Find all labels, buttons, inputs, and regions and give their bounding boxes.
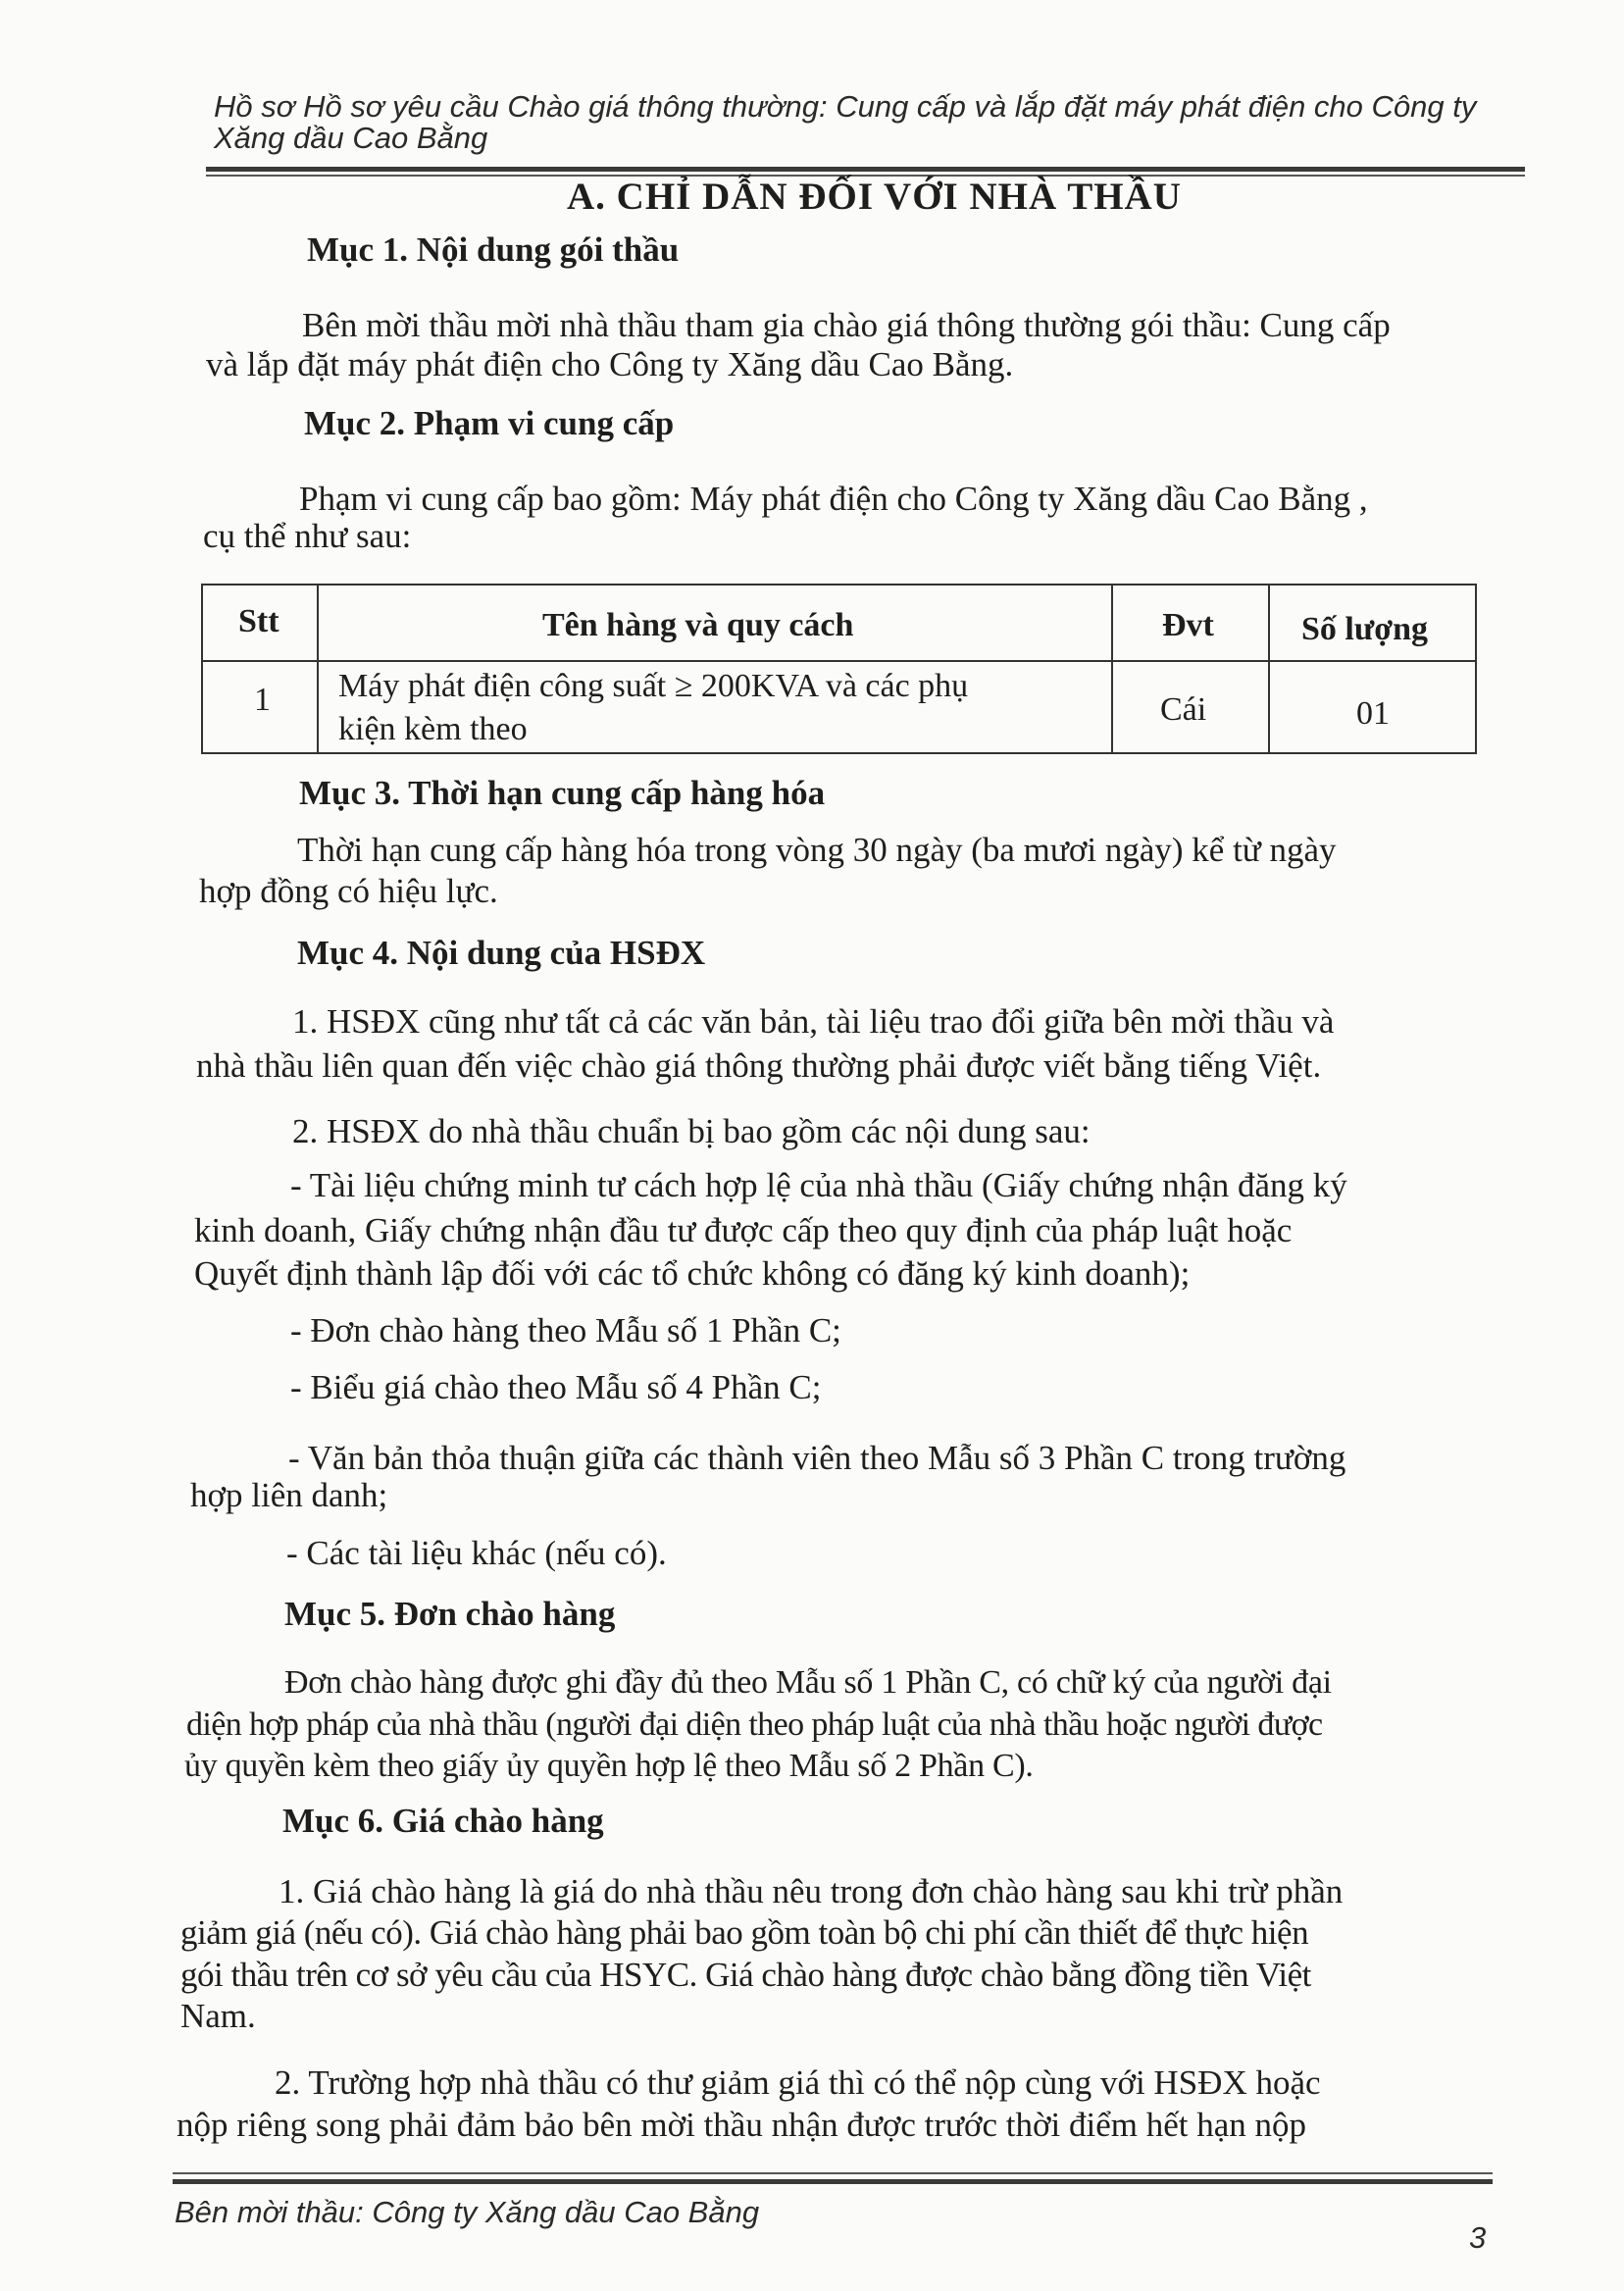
table-header-stt-text: Stt xyxy=(238,603,279,639)
table-header-name xyxy=(317,584,1113,662)
muc4-heading: Mục 4. Nội dung của HSĐX xyxy=(297,934,706,972)
table-cell-unit xyxy=(1111,660,1270,754)
muc1-heading: Mục 1. Nội dung gói thầu xyxy=(307,230,680,269)
table-cell-name-line-1: Máy phát điện công suất ≥ 200KVA và các phụ xyxy=(338,668,969,704)
muc4-line-2: nhà thầu liên quan đến việc chào giá thông thường phải được viết bằng tiếng Việt. xyxy=(196,1046,1322,1085)
table-cell-name-line-2: kiện kèm theo xyxy=(338,711,528,747)
muc4-line-9: - Văn bản thỏa thuận giữa các thành viên theo Mẫu số 3 Phần C trong trường xyxy=(288,1439,1346,1477)
muc4-line-11: - Các tài liệu khác (nếu có). xyxy=(286,1534,667,1572)
muc5-heading: Mục 5. Đơn chào hàng xyxy=(284,1595,616,1633)
muc5-line-3: ủy quyền kèm theo giấy ủy quyền hợp lệ theo Mẫu số 2 Phần C). xyxy=(184,1748,1034,1784)
footer-rule xyxy=(173,2179,1493,2184)
table-cell-qty xyxy=(1268,660,1477,754)
muc4-line-10: hợp liên danh; xyxy=(190,1476,388,1514)
muc4-line-3: 2. HSĐX do nhà thầu chuẩn bị bao gồm các nội dung sau: xyxy=(292,1112,1091,1150)
muc1-line-2: và lắp đặt máy phát điện cho Công ty Xăng dầu Cao Bằng. xyxy=(206,345,1014,383)
header-rule xyxy=(206,167,1525,172)
table-header-stt xyxy=(201,584,319,662)
muc4-line-7: - Đơn chào hàng theo Mẫu số 1 Phần C; xyxy=(290,1311,841,1349)
section-title: A. CHỈ DẪN ĐỐI VỚI NHÀ THẦU xyxy=(567,176,1182,218)
page-number: 3 xyxy=(1469,2220,1487,2255)
muc6-line-3: gói thầu trên cơ sở yêu cầu của HSYC. Giá chào hàng được chào bằng đồng tiền Việt xyxy=(180,1956,1311,1994)
table-header-qty-text: Số lượng xyxy=(1301,611,1428,647)
muc2-heading: Mục 2. Phạm vi cung cấp xyxy=(304,404,675,442)
muc2-line-2: cụ thể như sau: xyxy=(203,517,412,555)
muc5-line-1: Đơn chào hàng được ghi đầy đủ theo Mẫu số 1 Phần C, có chữ ký của người đại xyxy=(284,1664,1332,1701)
muc6-line-5: 2. Trường hợp nhà thầu có thư giảm giá thì có thể nộp cùng với HSĐX hoặc xyxy=(275,2063,1321,2102)
table-row xyxy=(201,660,319,754)
muc6-line-1: 1. Giá chào hàng là giá do nhà thầu nêu trong đơn chào hàng sau khi trừ phần xyxy=(279,1872,1344,1910)
muc4-line-1: 1. HSĐX cũng như tất cả các văn bản, tài liệu trao đổi giữa bên mời thầu và xyxy=(292,1002,1335,1041)
muc4-line-4: - Tài liệu chứng minh tư cách hợp lệ của nhà thầu (Giấy chứng nhận đăng ký xyxy=(290,1166,1347,1204)
footer-text: Bên mời thầu: Công ty Xăng dầu Cao Bằng xyxy=(175,2195,760,2229)
muc5-line-2: diện hợp pháp của nhà thầu (người đại diện theo pháp luật của nhà thầu hoặc người được xyxy=(186,1706,1323,1743)
table-cell-qty-text: 01 xyxy=(1356,695,1390,732)
muc3-line-1: Thời hạn cung cấp hàng hóa trong vòng 30 ngày (ba mươi ngày) kể từ ngày xyxy=(297,831,1337,869)
muc2-line-1: Phạm vi cung cấp bao gồm: Máy phát điện cho Công ty Xăng dầu Cao Bằng , xyxy=(299,480,1368,518)
table-cell-stt: 1 xyxy=(254,682,271,718)
muc4-line-6: Quyết định thành lập đối với các tổ chức không có đăng ký kinh doanh); xyxy=(194,1254,1191,1293)
muc6-heading: Mục 6. Giá chào hàng xyxy=(282,1802,604,1840)
muc4-line-8: - Biểu giá chào theo Mẫu số 4 Phần C; xyxy=(290,1368,822,1406)
muc1-line-1: Bên mời thầu mời nhà thầu tham gia chào giá thông thường gói thầu: Cung cấp xyxy=(302,306,1391,344)
table-header-unit-text: Đvt xyxy=(1162,607,1214,643)
table-header-unit xyxy=(1111,584,1270,662)
footer-rule-thin xyxy=(173,2172,1493,2174)
muc6-line-4: Nam. xyxy=(180,1997,256,2035)
muc3-line-2: hợp đồng có hiệu lực. xyxy=(199,872,498,910)
muc3-heading: Mục 3. Thời hạn cung cấp hàng hóa xyxy=(299,774,826,812)
header-line-2: Xăng dầu Cao Bằng xyxy=(214,121,488,155)
table-cell-name xyxy=(317,660,1113,754)
muc6-line-6: nộp riêng song phải đảm bảo bên mời thầu nhận được trước thời điểm hết hạn nộp xyxy=(177,2106,1307,2144)
table-cell-unit-text: Cái xyxy=(1160,691,1207,728)
header-line-1: Hồ sơ Hồ sơ yêu cầu Chào giá thông thường: Cung cấp và lắp đặt máy phát điện cho Công ty xyxy=(214,89,1477,124)
muc4-line-5: kinh doanh, Giấy chứng nhận đầu tư được cấp theo quy định của pháp luật hoặc xyxy=(194,1211,1293,1249)
scope-table xyxy=(201,584,1477,757)
table-header-qty xyxy=(1268,584,1477,662)
muc6-line-2: giảm giá (nếu có). Giá chào hàng phải bao gồm toàn bộ chi phí cần thiết để thực hiện xyxy=(180,1913,1309,1952)
table-header-name-text: Tên hàng và quy cách xyxy=(542,607,854,643)
